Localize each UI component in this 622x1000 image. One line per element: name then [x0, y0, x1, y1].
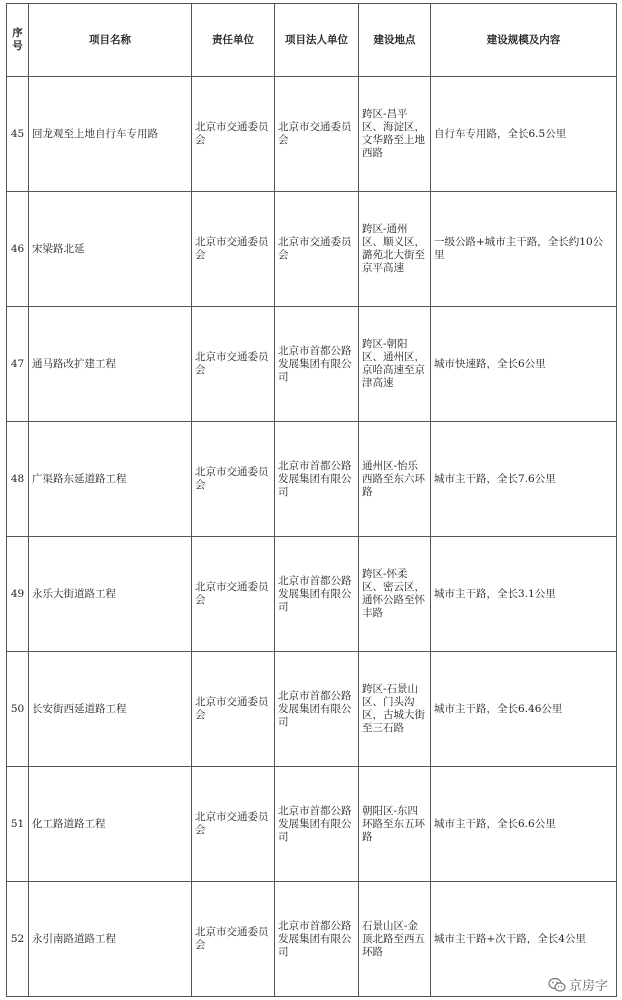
- cell-name: 通马路改扩建工程: [29, 307, 192, 422]
- cell-legal: 北京市交通委员会: [275, 77, 359, 192]
- cell-unit: 北京市交通委员会: [192, 192, 275, 307]
- header-no: 序号: [7, 4, 29, 77]
- cell-location: 跨区-昌平区、海淀区，文华路至上地西路: [359, 77, 431, 192]
- cell-unit: 北京市交通委员会: [192, 307, 275, 422]
- header-legal: 项目法人单位: [275, 4, 359, 77]
- cell-unit: 北京市交通委员会: [192, 882, 275, 997]
- cell-no: 50: [7, 652, 29, 767]
- table-row: [7, 307, 617, 422]
- cell-name: 永乐大街道路工程: [29, 537, 192, 652]
- cell-unit: 北京市交通委员会: [192, 422, 275, 537]
- cell-location: 跨区-朝阳区、通州区，京哈高速至京津高速: [359, 307, 431, 422]
- cell-name: 化工路道路工程: [29, 767, 192, 882]
- wechat-icon: [548, 977, 566, 993]
- cell-name: 永引南路道路工程: [29, 882, 192, 997]
- cell-legal: 北京市首都公路发展集团有限公司: [275, 767, 359, 882]
- cell-location: 朝阳区-东四环路至东五环路: [359, 767, 431, 882]
- cell-location: 跨区-通州区、顺义区，潞苑北大街至京平高速: [359, 192, 431, 307]
- table-row: [7, 422, 617, 537]
- cell-name: 广渠路东延道路工程: [29, 422, 192, 537]
- cell-legal: 北京市首都公路发展集团有限公司: [275, 652, 359, 767]
- header-unit: 责任单位: [192, 4, 275, 77]
- cell-no: 48: [7, 422, 29, 537]
- cell-location: 石景山区-金顶北路至西五环路: [359, 882, 431, 997]
- cell-unit: 北京市交通委员会: [192, 652, 275, 767]
- cell-legal: 北京市首都公路发展集团有限公司: [275, 537, 359, 652]
- header-name: 项目名称: [29, 4, 192, 77]
- cell-scale: 城市主干路，全长7.6公里: [431, 422, 617, 537]
- cell-unit: 北京市交通委员会: [192, 767, 275, 882]
- cell-unit: 北京市交通委员会: [192, 537, 275, 652]
- cell-scale: 城市主干路，全长6.46公里: [431, 652, 617, 767]
- cell-location: 跨区-怀柔区、密云区，通怀公路至怀丰路: [359, 537, 431, 652]
- project-table: [6, 3, 617, 997]
- cell-location: 跨区-石景山区、门头沟区，古城大街至三石路: [359, 652, 431, 767]
- table-row: [7, 77, 617, 192]
- cell-no: 47: [7, 307, 29, 422]
- table-row: [7, 537, 617, 652]
- table-row: [7, 652, 617, 767]
- header-location: 建设地点: [359, 4, 431, 77]
- cell-scale: 城市主干路，全长6.6公里: [431, 767, 617, 882]
- table-row: [7, 192, 617, 307]
- cell-location: 通州区-怡乐西路至东六环路: [359, 422, 431, 537]
- table-header-row: [7, 4, 617, 77]
- cell-scale: 一级公路+城市主干路，全长约10公里: [431, 192, 617, 307]
- table-row: [7, 882, 617, 997]
- cell-name: 长安街西延道路工程: [29, 652, 192, 767]
- cell-unit: 北京市交通委员会: [192, 77, 275, 192]
- table-row: [7, 767, 617, 882]
- cell-legal: 北京市首都公路发展集团有限公司: [275, 882, 359, 997]
- watermark-text: 京房字: [568, 979, 608, 994]
- watermark: [546, 975, 610, 994]
- header-scale: 建设规模及内容: [431, 4, 617, 77]
- cell-name: 宋梁路北延: [29, 192, 192, 307]
- cell-scale: 自行车专用路，全长6.5公里: [431, 77, 617, 192]
- cell-no: 45: [7, 77, 29, 192]
- cell-scale: 城市快速路，全长6公里: [431, 307, 617, 422]
- cell-scale: 城市主干路，全长3.1公里: [431, 537, 617, 652]
- cell-no: 46: [7, 192, 29, 307]
- cell-no: 52: [7, 882, 29, 997]
- cell-scale: 城市主干路+次干路，全长4公里: [431, 882, 617, 997]
- cell-legal: 北京市交通委员会: [275, 192, 359, 307]
- cell-legal: 北京市首都公路发展集团有限公司: [275, 422, 359, 537]
- cell-name: 回龙观至上地自行车专用路: [29, 77, 192, 192]
- cell-no: 51: [7, 767, 29, 882]
- cell-legal: 北京市首都公路发展集团有限公司: [275, 307, 359, 422]
- cell-no: 49: [7, 537, 29, 652]
